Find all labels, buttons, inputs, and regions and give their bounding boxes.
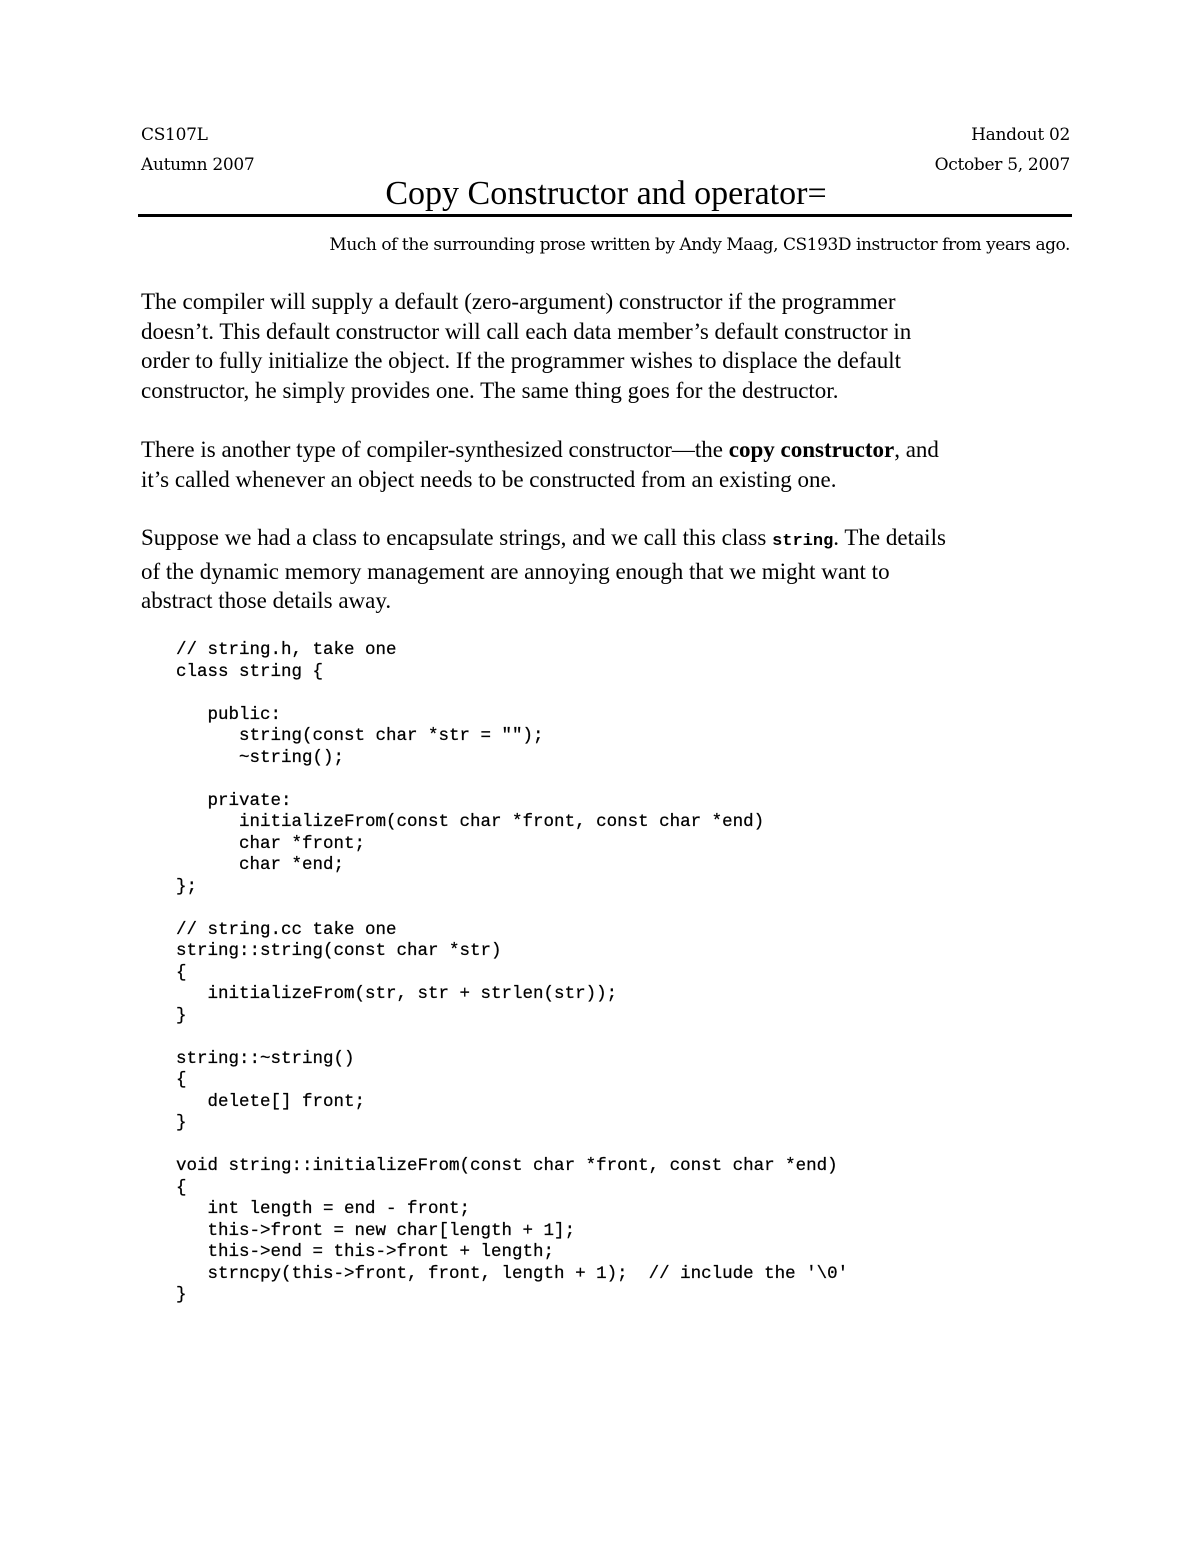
code-line: initializeFrom(const char *front, const char *end): [176, 812, 765, 832]
code-line: ~string();: [176, 747, 345, 768]
code-line: strncpy(this->front, front, length + 1); // include the '\0': [176, 1263, 849, 1284]
code-line: }: [176, 1285, 187, 1305]
paragraph-line: doesn’t. This default constructor will call each data member’s default constructor in: [141, 318, 912, 344]
code-line: };: [176, 876, 198, 897]
paragraph-line: it’s called whenever an object needs to be constructed from an existing one.: [141, 466, 837, 492]
code-line: // string.h, take one: [176, 640, 397, 660]
code-line: {: [176, 1070, 187, 1090]
code-line: [176, 683, 848, 705]
course-code: CS107L: [141, 125, 208, 145]
code-line: }: [176, 1113, 187, 1133]
paragraph-line: The compiler will supply a default (zero-argument) constructor if the programmer: [141, 289, 896, 314]
code-line: // string.cc take one: [176, 919, 397, 940]
code-line: void string::initializeFrom(const char *front, const char *end): [176, 1156, 838, 1176]
code-line: char *end;: [176, 855, 345, 875]
document-title: Copy Constructor and operator=: [385, 175, 827, 212]
text-run: , and: [894, 437, 939, 462]
code-line: class string {: [176, 661, 324, 682]
code-line: this->front = new char[length + 1];: [176, 1220, 576, 1241]
handout-date: October 5, 2007: [934, 155, 1070, 175]
code-line: int length = end - front;: [176, 1199, 471, 1219]
paragraph-line: [141, 523, 1076, 557]
bold-term: copy constructor: [728, 437, 895, 462]
code-line: delete[] front;: [176, 1091, 366, 1112]
handout-number: Handout 02: [971, 125, 1070, 145]
course-term: Autumn 2007: [141, 155, 255, 175]
code-line: [176, 898, 848, 920]
paragraph-line: of the dynamic memory management are annoying enough that we might want to: [141, 558, 890, 584]
code-line: [176, 1135, 848, 1157]
code-line: private:: [176, 790, 292, 811]
paragraph-line: order to fully initialize the object. If the programmer wishes to displace the default: [141, 348, 902, 373]
code-line: char *front;: [176, 833, 366, 854]
paragraph-line: [141, 435, 1076, 465]
code-line: string::~string(): [176, 1048, 355, 1069]
code-line: string::string(const char *str): [176, 941, 502, 961]
code-line: string(const char *str = "");: [176, 726, 544, 746]
inline-code: string: [772, 532, 834, 551]
code-line: {: [176, 1177, 187, 1198]
paragraph-copy-constructor: [141, 435, 1076, 494]
code-line: this->end = this->front + length;: [176, 1242, 555, 1262]
text-run: . The details: [833, 525, 946, 550]
author-credit: Much of the surrounding prose written by Andy Maag, CS193D instructor from years ago.: [329, 235, 1070, 255]
code-line: public:: [176, 704, 282, 725]
text-run: There is another type of compiler-synthesized constructor—the: [141, 437, 729, 462]
paragraph-default-constructor: [141, 287, 1076, 405]
text-run: Suppose we had a class to encapsulate strings, and we call this class: [141, 525, 773, 550]
title-rule: [138, 214, 1072, 217]
code-line: }: [176, 1005, 187, 1026]
code-line: [176, 769, 848, 791]
paragraph-line: abstract those details away.: [141, 588, 392, 613]
paragraph-line: constructor, he simply provides one. The same thing goes for the destructor.: [141, 377, 839, 403]
code-listing: [176, 640, 848, 1307]
code-line: [176, 1027, 848, 1049]
code-line: {: [176, 962, 187, 983]
code-line: initializeFrom(str, str + strlen(str));: [176, 984, 618, 1004]
paragraph-string-class: [141, 523, 1076, 616]
